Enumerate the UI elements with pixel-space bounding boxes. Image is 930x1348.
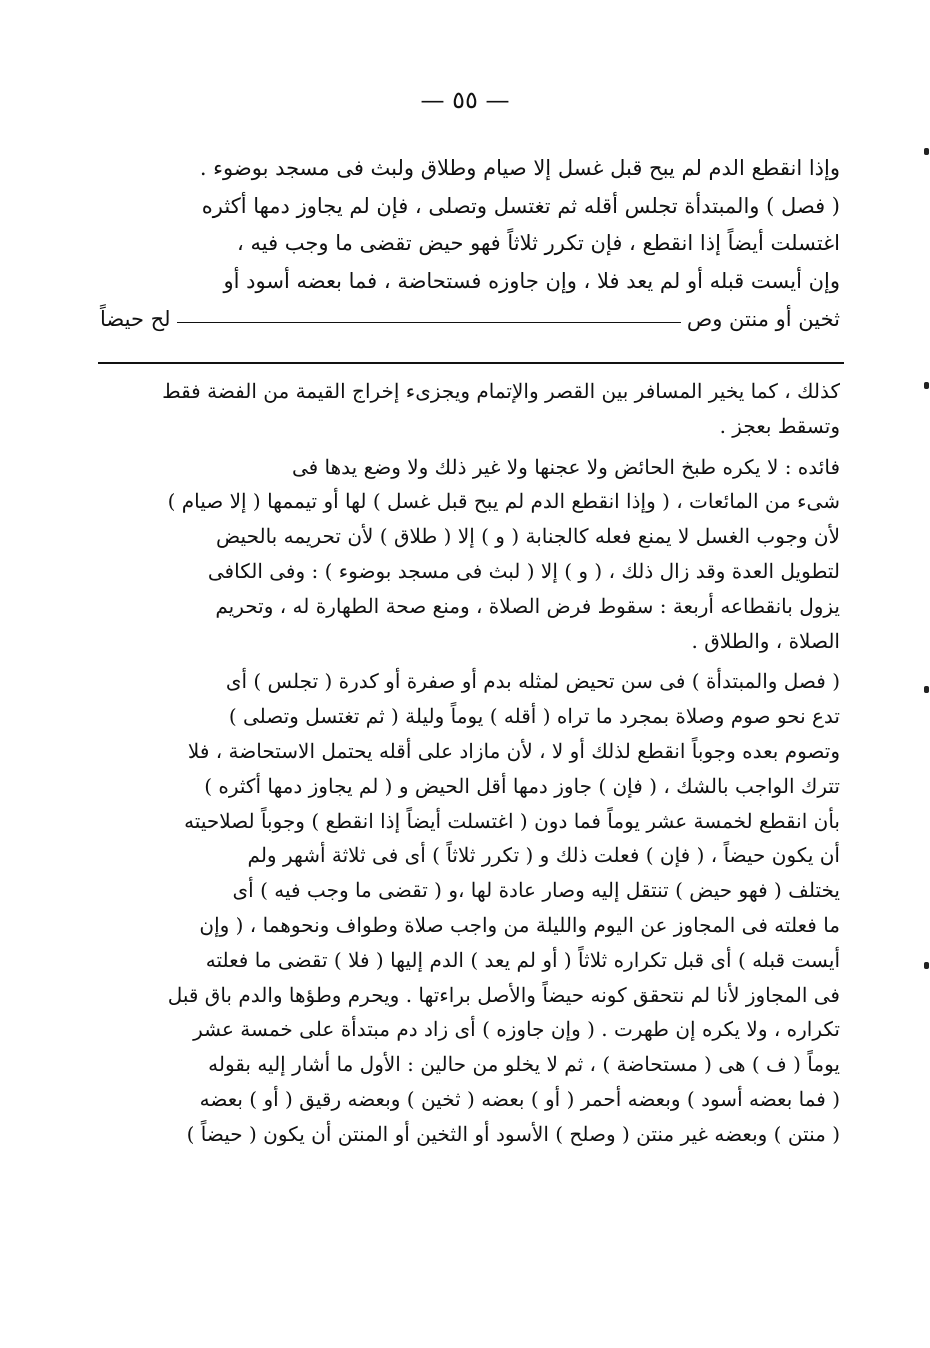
- matn-text: [100, 150, 840, 338]
- sharh-line: كذلك ، كما يخير المسافر بين القصر والإتمام ويجزىء إخراج القيمة من الفضة فقط: [162, 379, 840, 403]
- matn-continuation-rule: [177, 322, 681, 323]
- margin-mark: [924, 382, 929, 389]
- sharh-line: شىء من المائعات ، ( وإذا انقطع الدم لم يبح قبل غسل ) لها أو تيممها ( إلا صيام ): [167, 489, 840, 514]
- matn-line: وإذا انقطع الدم لم يبح قبل غسل إلا صيام وطلاق ولبث فى مسجد بوضوء .: [199, 156, 840, 180]
- sharh-line: فى المجاوز لأنا لم نتحقق كونه حيضاً والأصل براءتها . ويحرم وطؤها والدم باق قبل: [167, 982, 840, 1007]
- sharh-line: أن يكون حيضاً ، ( فإن ) فعلت ذلك و ( تكرر ثلاثاً ) أى فى ثلاثة أشهر ولم: [247, 843, 840, 868]
- sharh-line: تترك الواجب بالشك ، ( فإن ) جاوز دمها أقل الحيض و ( لم يجاوز دمها أكثره ): [204, 773, 840, 798]
- matn-line-last-start: ثخين أو منتن وص: [686, 306, 840, 331]
- matn-line: اغتسلت أيضاً إذا انقطع ، فإن تكرر ثلاثاً فهو حيض تقضى ما وجب فيه ،: [237, 231, 840, 255]
- sharh-line: يختلف ( فهو حيض ) تنتقل إليه وصار عادة لها ،و ( تقضى ما وجب فيه ) أى: [232, 878, 840, 903]
- sharh-line: لتطويل العدة وقد زال ذلك ، ( و ) إلا ( لبث فى مسجد بوضوء ) : وفى الكافى: [207, 558, 840, 583]
- sharh-line: تدع نحو صوم وصلاة بمجرد ما تراه ( أقله ) يوماً وليلة ( ثم تغتسل وتصلى ): [228, 704, 840, 729]
- sharh-paragraph: [100, 450, 840, 659]
- matn-line-last: [100, 300, 840, 338]
- sharh-line: تكراره ، ولا يكره إن طهرت . ( وإن جاوزه ) أى زاد دم مبتدأة على خمسة عشر: [193, 1017, 840, 1042]
- page-number: — ٥٥ —: [420, 86, 510, 114]
- sharh-paragraph: [100, 664, 840, 1151]
- matn-sharh-separator: [98, 362, 844, 364]
- sharh-line: ( فما بعضه أسود ) وبعضه أحمر ( أو ) بعضه ( ثخين ) وبعضه رقيق ( أو ) بعضه: [199, 1086, 840, 1111]
- sharh-line: يزول بانقطاعه أربعة : سقوط فرض الصلاة ، ومنع صحة الطهارة له ، وتحريم: [215, 593, 840, 618]
- sharh-line: يوماً ( ف ) هى ( مستحاضة ) ، ثم لا يخلو من حالين : الأول ما أشار إليه بقوله: [208, 1052, 840, 1077]
- sharh-line: وتسقط بعجز .: [719, 413, 840, 438]
- margin-mark: [924, 148, 929, 155]
- sharh-line: ( منتن ) وبعضه غير منتن ( وصلح ) الأسود أو الثخين أو المنتن أن يكون ( حيضاً ): [186, 1121, 840, 1146]
- sharh-line: ( فصل والمبتدأة ) فى سن تحيض لمثله بدم أو صفرة أو كدرة ( تجلس ) أى: [225, 669, 840, 694]
- sharh-line: لأن وجوب الغسل لا يمنع فعله كالجنابة ( و ) إلا ( طلاق ) لأن تحريمه بالحيض: [216, 524, 840, 549]
- sharh-line: الصلاة ، والطلاق .: [691, 628, 840, 653]
- sharh-line: ما فعلته فى المجاوز عن اليوم والليلة من واجب صلاة وطواف ونحوهما ، ( وإن: [199, 912, 840, 937]
- matn-line: ( فصل ) والمبتدأة تجلس أقله ثم تغتسل وتصلى ، فإن لم يجاوز دمها أكثره: [201, 193, 840, 218]
- sharh-line: وتصوم بعده وجوباً انقطع لذلك أو لا ، لأن مازاد على أقله يحتمل الاستحاضة ، فلا: [187, 738, 840, 763]
- sharh-line: بأن انقطع لخمسة عشر يوماً فما دون ( اغتسلت أيضاً إذا انقطع ) وجوباً لصلاحيته: [184, 808, 840, 833]
- sharh-line: أيست قبله ) أى قبل تكراره ثلاثاً ( أو لم يعد ) الدم إليها ( فلا ) تقضى ما فعلته: [205, 947, 840, 972]
- sharh-line: فائده : لا يكره طبخ الحائض ولا عجنها ولا غير ذلك ولا وضع يدها فى: [291, 454, 840, 479]
- matn-line-last-end: لح حيضاً: [100, 306, 171, 331]
- sharh-paragraph: [100, 374, 840, 444]
- matn-line: وإن أيست قبله أو لم يعد فلا ، وإن جاوزه فستحاضة ، فما بعضه أسود أو: [223, 268, 840, 293]
- margin-mark: [924, 686, 929, 693]
- sharh-text: [100, 374, 840, 1152]
- margin-mark: [924, 962, 929, 969]
